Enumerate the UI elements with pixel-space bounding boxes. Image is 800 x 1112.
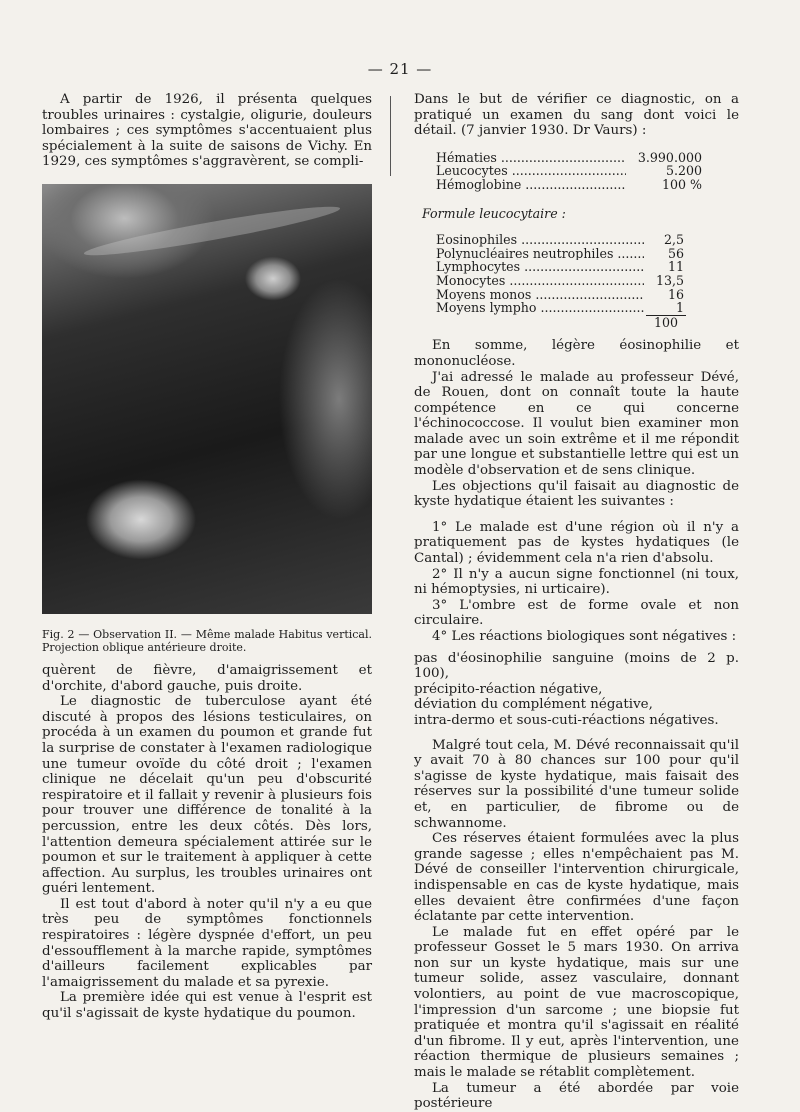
- table-row: [436, 164, 739, 178]
- row-value: 11: [667, 259, 684, 275]
- right-column: [414, 92, 739, 1112]
- row-label: Moyens lympho .....: [436, 301, 644, 315]
- paragraph: La tumeur a été abordée par voie postérieure: [414, 1080, 739, 1112]
- table-row: [436, 274, 739, 288]
- formula-heading: Formule leucocytaire :: [422, 205, 566, 221]
- row-value: 5.200: [665, 163, 702, 179]
- paragraph: Le diagnostic de tuberculose ayant été discuté à propos des lésions testiculaires, on procéda à un examen du poumon et grande fut la surprise de constater à l'examen radiologique une tumeur ovoïde du côté droit ; l'examen clinique ne décelait qu'un peu d'obscurité respiratoire et il fallait y revenir à plusieurs fois pour trouver une différence de tonalité à la percussion, entre les deux côtés. Dès lors, l'attention demeura spécialement attirée sur le poumon et sur le traitement à appliquer à cette affection. Au surplus, les troubles urinaires ont guéri lentement.: [42, 694, 372, 897]
- formula-total: 100: [646, 315, 686, 330]
- row-label: Hémoglobine .....: [436, 178, 626, 192]
- list-item: pas d'éosinophilie sanguine (moins de 2 p. 100),: [414, 650, 739, 682]
- table-row: [436, 151, 739, 165]
- row-label: Leucocytes .....: [436, 164, 626, 178]
- list-item: déviation du complément négative,: [414, 697, 653, 713]
- xray-figure: [42, 184, 372, 614]
- list-item: 1° Le malade est d'une région où il n'y a pratiquement pas de kystes hydatiques (le Cantal) ; évidemment cela n'a rien d'absolu.: [414, 519, 739, 567]
- row-label: Eosinophiles .....: [436, 233, 644, 247]
- biological-reactions-list: [414, 651, 739, 729]
- figure-caption: Fig. 2 — Observation II. — Même malade Habitus vertical. Projection oblique antérieure droite.: [42, 627, 372, 654]
- row-label: Monocytes .....: [436, 274, 644, 288]
- paragraph: Le malade fut en effet opéré par le professeur Gosset le 5 mars 1930. On arriva non sur un kyste hydatique, mais sur une tumeur solide, assez vasculaire, donnant volontiers, au point de vue macroscopique, l'impression d'un sarcome ; une biopsie fut pratiquée et montra qu'il s'agissait en réalité d'un fibrome. Il y eut, après l'intervention, une réaction thermique de plusieurs semaines ; mais le malade se rétablit complètement.: [414, 924, 739, 1081]
- table-row: [436, 288, 739, 302]
- table-row: [436, 178, 739, 192]
- table-row: [436, 233, 739, 247]
- row-value: 56: [667, 245, 684, 261]
- list-item: intra-dermo et sous-cuti-réactions négatives.: [414, 712, 719, 728]
- table-row: [436, 260, 739, 274]
- blood-count-table: [436, 151, 739, 192]
- paragraph: Les objections qu'il faisait au diagnostic de kyste hydatique étaient les suivantes :: [414, 478, 739, 510]
- paragraph: En somme, légère éosinophilie et mononucléose.: [414, 338, 739, 369]
- list-item: 2° Il n'y a aucun signe fonctionnel (ni toux, ni hémoptysies, ni urticaire).: [414, 566, 739, 598]
- list-item: 4° Les réactions biologiques sont négatives :: [432, 629, 737, 644]
- row-value: 1: [675, 300, 684, 316]
- row-value: 16: [667, 286, 684, 302]
- leucocyte-formula-table: [436, 233, 739, 329]
- paragraph: quèrent de fièvre, d'amaigrissement et d'orchite, d'abord gauche, puis droite.: [42, 662, 372, 694]
- row-label: Moyens monos .....: [436, 288, 644, 302]
- list-item: précipito-réaction négative,: [414, 681, 603, 697]
- list-item: 3° L'ombre est de forme ovale et non circulaire.: [414, 597, 739, 629]
- column-rule: [390, 96, 391, 176]
- row-label: Polynucléaires neutrophiles .....: [436, 247, 644, 261]
- paragraph: J'ai adressé le malade au professeur Dévé, de Rouen, dont on connaît toute la haute compétence en ce qui concerne l'échinococcose. Il voulut bien examiner mon malade avec un soin extrême et il me répondit par une longue et substantielle lettre qui est un modèle d'observation et de sens clinique.: [414, 369, 739, 479]
- row-value: 3.990.000: [637, 149, 702, 165]
- left-column: [42, 92, 372, 1022]
- paragraph: Malgré tout cela, M. Dévé reconnaissait qu'il y avait 70 à 80 chances sur 100 pour qu'il s'agisse de kyste hydatique, mais faisait des réserves sur la possibilité d'une tumeur solide et, en particulier, de fibrome ou de schwannome.: [414, 737, 739, 831]
- paragraph: Il est tout d'abord à noter qu'il n'y a eu que très peu de symptômes fonctionnels respiratoires : légère dyspnée d'effort, un peu d'essoufflement à la marche rapide, symptômes d'ailleurs facilement explicables par l'amaigrissement du malade et sa pyrexie.: [42, 896, 372, 990]
- paragraph: A partir de 1926, il présenta quelques troubles urinaires : cystalgie, oligurie, douleurs lombaires ; ces symptômes s'accentuaient plus spécialement à la suite de saisons de Vichy. En 1929, ces symptômes s'aggravèrent, se compli-: [42, 92, 372, 170]
- paragraph: La première idée qui est venue à l'esprit est qu'il s'agissait de kyste hydatique du poumon.: [42, 990, 372, 1022]
- row-label: Lymphocytes .....: [436, 260, 644, 274]
- table-row: [436, 301, 739, 315]
- row-value: 13,5: [655, 272, 684, 288]
- objections-list: [414, 520, 739, 645]
- formula-total-row: [436, 315, 739, 330]
- table-row: [436, 247, 739, 261]
- paragraph: Dans le but de vérifier ce diagnostic, on a pratiqué un examen du sang dont voici le détail. (7 janvier 1930. Dr Vaurs) :: [414, 92, 739, 139]
- row-value: 100 %: [661, 176, 702, 192]
- xray-rib-shadow: [82, 200, 341, 263]
- row-label: Hématies .....: [436, 151, 626, 165]
- page-number: — 21 —: [367, 60, 433, 78]
- row-value: 2,5: [663, 232, 684, 248]
- paragraph: Ces réserves étaient formulées avec la plus grande sagesse ; elles n'empêchaient pas M. Dévé de conseiller l'intervention chirurgicale, indispensable en cas de kyste hydatique, mais elles devaient être confirmées d'une façon éclatante par cette intervention.: [414, 831, 739, 925]
